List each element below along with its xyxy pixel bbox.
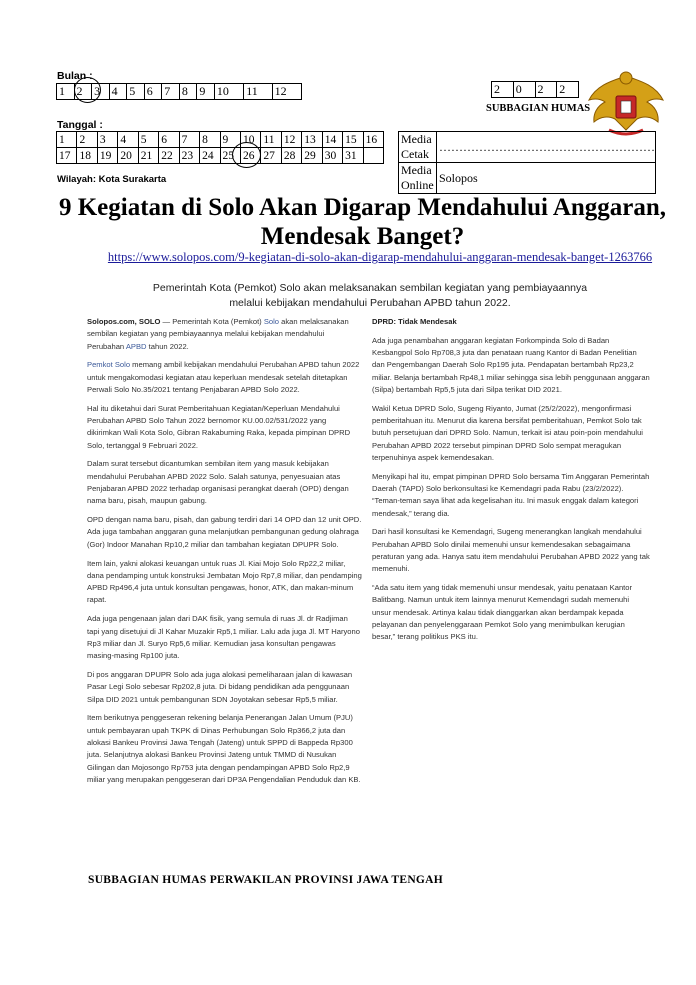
department-label: SUBBAGIAN HUMAS xyxy=(486,103,591,114)
link-solo[interactable]: Solo xyxy=(263,317,280,326)
left-paragraph-6: Item lain, yakni alokasi keuangan untuk ruas Jl. Kiai Mojo Solo Rp22,2 miliar, dana pendamping untuk konstruksi Jembatan Mojo Rp7,8 miliar, dan pendamping APBD Rp496,4 juta untuk konsultan pengawas, honor, ATK, dan makan-minum rapat. xyxy=(87,558,362,605)
year-digit-cell: 0 xyxy=(513,82,535,98)
date-cell: 16 xyxy=(363,132,383,148)
date-cell: 24 xyxy=(200,148,220,164)
right-paragraph-3: Menyikapi hal itu, empat pimpinan DPRD Solo bersama Tim Anggaran Pemerintah Daerah (TAPD) Solo berkonsultasi ke Kemendagri pada Rabu (23/2/2022). “Teman-teman saya lihat ada kegelisahan itu. Ini masuk enggak dalam kategori mendesak,” terang dia. xyxy=(372,471,650,518)
date-selection-circle xyxy=(232,142,261,168)
month-cell: 12 xyxy=(272,84,301,100)
text-fragment: tahun 2022. xyxy=(146,341,189,351)
right-paragraph-4: Dari hasil konsultasi ke Kemendagri, Sugeng menerangkan langkah mendahului Perubahan APBD Solo dinilai memenuhi unsur kemendesakan sebagaimana peraturan yang ada. Hanya satu item mendahului Perubahan APBD 2022 yang tak memenuhi. xyxy=(372,527,650,574)
subheading: DPRD: Tidak Mendesak xyxy=(372,317,457,326)
text-fragment: memang ambil kebijakan mendahului Perubahan APBD tahun 2022 untuk mengakomodasi kegiatan atau keperluan mendesak setelah ditetapkan Perwali Solo No.35/2021 tentang Penjabaran APBD Solo 2022. xyxy=(87,360,360,394)
month-cell: 4 xyxy=(109,84,127,100)
year-digit-cell: 2 xyxy=(557,82,579,98)
media-online-value: Solopos xyxy=(437,163,656,194)
source-label: Solopos.com, SOLO xyxy=(87,317,161,326)
left-paragraph-3: Hal itu diketahui dari Surat Pemberitahuan Kegiatan/Keperluan Mendahului Perubahan APBD Solo Tahun 2022 bernomor KU.00.02/531/2022 yang dikirimkan Wali Kota Solo, Gibran Rakabuming Raka, kepada pimpinan DPRD Solo, tertanggal 9 Februari 2022. xyxy=(87,403,351,450)
date-cell: 13 xyxy=(302,132,322,148)
article-title xyxy=(30,193,695,251)
date-cell: 30 xyxy=(322,148,342,164)
left-column xyxy=(87,316,362,793)
month-cell: 10 xyxy=(214,84,243,100)
date-cell: 17 xyxy=(57,148,77,164)
year-boxes xyxy=(491,81,579,98)
media-cetak-value: ……………………………………………… xyxy=(437,132,656,163)
date-cell: 29 xyxy=(302,148,322,164)
article-lead: Pemerintah Kota (Pemkot) Solo akan melaksanakan sembilan kegiatan yang pembiayaannya melalui kebijakan mendahului Perubahan APBD tahun 2022. xyxy=(152,282,588,309)
text-fragment: akan melaksanakan sembilan kegiatan yang pembiayaannya melalui kebijakan mendahului Perubahan xyxy=(87,317,349,351)
month-cell: 5 xyxy=(127,84,145,100)
date-cell: 19 xyxy=(97,148,117,164)
date-cell: 8 xyxy=(200,132,220,148)
tanggal-label: Tanggal : xyxy=(57,119,103,131)
month-cell: 8 xyxy=(179,84,197,100)
month-cell: 3 xyxy=(92,84,110,100)
left-paragraph-2 xyxy=(87,359,362,396)
month-cell: 1 xyxy=(57,84,75,100)
month-selection-circle xyxy=(74,77,101,103)
year-digit-cell: 2 xyxy=(535,82,557,98)
left-paragraph-5: OPD dengan nama baru, pisah, dan gabung terdiri dari 14 OPD dan 12 unit OPD. Ada juga tambahan anggaran guna melanjutkan pembangunan gedung olahraga (Gor) Indoor Manahan Rp10,2 miliar dan tambahan kegiatan DPUPR Solo. xyxy=(87,515,362,549)
link-pemkot-solo[interactable]: Pemkot Solo xyxy=(87,360,131,370)
right-paragraph-1: Ada juga penambahan anggaran kegiatan Forkompinda Solo di Badan Kesbangpol Solo Rp708,3 juta dan penataan ruang Kantor di Badan Penelitian dan Pengembangan Daerah Solo Rp195 juta. Pendapatan bertambah Rp23,2 miliar. Belanja bertambah Rp48,1 miliar sehingga sisa lebih penggunaan anggaran (Silpa) bertambah Rp5,5 juta dari Silpa terikat DID 2021. xyxy=(372,335,650,394)
title-line-1: 9 Kegiatan di Solo Akan Digarap Mendahului Anggaran, xyxy=(58,194,667,221)
date-cell: 14 xyxy=(322,132,342,148)
left-paragraph-8: Di pos anggaran DPUPR Solo ada juga alokasi pemeliharaan jalan di kawasan Pasar Legi Solo sebesar Rp202,8 juta. Di bidang pendidikan ada penggunaan Silpa DID 2021 untuk pembangunan SDN Joyotakan sebesar Rp5,5 miliar. xyxy=(87,669,353,704)
garuda-emblem-icon xyxy=(585,66,667,141)
date-cell: 21 xyxy=(138,148,158,164)
media-online-label: Media Online xyxy=(399,163,437,194)
link-apbd[interactable]: APBD xyxy=(125,341,147,351)
date-cell: 1 xyxy=(57,132,77,148)
left-paragraph-1 xyxy=(87,316,362,353)
wilayah-label: Wilayah: Kota Surakarta xyxy=(57,174,167,185)
month-cell: 6 xyxy=(144,84,162,100)
date-cell: 6 xyxy=(159,132,179,148)
title-line-2: Mendesak Banget? xyxy=(260,223,465,250)
date-cell: 31 xyxy=(343,148,363,164)
month-cell: 2 xyxy=(74,84,92,100)
date-cell: 12 xyxy=(281,132,301,148)
date-cell: 2 xyxy=(77,132,97,148)
bulan-label: Bulan : xyxy=(57,70,93,82)
date-cell: 28 xyxy=(281,148,301,164)
right-column xyxy=(372,316,650,650)
month-cell: 7 xyxy=(162,84,180,100)
month-cell: 9 xyxy=(197,84,215,100)
date-cell: 5 xyxy=(138,132,158,148)
date-cell: 4 xyxy=(118,132,138,148)
date-cell: 22 xyxy=(159,148,179,164)
right-paragraph-2: Wakil Ketua DPRD Solo, Sugeng Riyanto, Jumat (25/2/2022), mengonfirmasi pemberitahuan itu. Menurut dia karena bersifat pemberitahuan, Pemkot Solo tak butuh persetujuan dari DPRD Solo. Namun, terkait isi atau poin-poin mendahului Perubahan APBD 2022 tersebut pimpinan DPRD Solo sempat meragukan terpenuhinya aspek kemendesakan. xyxy=(372,403,643,462)
date-cell: 11 xyxy=(261,132,281,148)
date-cell: 15 xyxy=(343,132,363,148)
year-digit-cell: 2 xyxy=(492,82,514,98)
date-cell: 7 xyxy=(179,132,199,148)
media-table xyxy=(398,131,656,194)
date-cell: 9 xyxy=(220,132,240,148)
left-paragraph-4: Dalam surat tersebut dicantumkan sembilan item yang masuk kebijakan mendahului Perubahan APBD 2022 Solo. Salah satunya, penyesuaian atas Penjabaran APBD 2022 terhadap organisasi perangkat daerah (OPD) dengan nama baru, pisah, maupun gabung. xyxy=(87,459,349,506)
date-cell: 25 xyxy=(220,148,240,164)
right-paragraph-5: “Ada satu item yang tidak memenuhi unsur mendesak, yaitu penataan Kantor Balitbang. Namun untuk item lainnya menurut Kemendagri sudah memenuhi unsur mendesak. Artinya kalau tidak dianggarkan akan berdampak kepada pelayanan dan penyelenggaraan Pemkot Solo yang menimbulkan kerugian besar,” terang politikus PKS itu. xyxy=(372,583,633,642)
media-cetak-label: Media Cetak xyxy=(399,132,437,163)
date-cell: 10 xyxy=(240,132,260,148)
date-cell: 18 xyxy=(77,148,97,164)
date-cell xyxy=(363,148,383,164)
date-grid xyxy=(56,131,384,164)
date-cell: 23 xyxy=(179,148,199,164)
date-cell: 20 xyxy=(118,148,138,164)
month-cell: 11 xyxy=(244,84,272,100)
date-cell: 27 xyxy=(261,148,281,164)
left-paragraph-9: Item berikutnya penggeseran rekening belanja Penerangan Jalan Umum (PJU) untuk pembayaran upah TKPK di Dinas Perhubungan Solo Rp366,2 juta dan alokasi Bankeu Provinsi Jawa Tengah (Jateng) untuk SPPD di Bappeda Rp300 juta. Selanjutnya alokasi Bankeu Provinsi Jateng untuk TMMD di Nusukan Gilingan dan Mojosongo Rp753 juta dengan pendampingan APBD Solo Rp2,9 miliar yang merupakan penggeseran dari DP3A Pengendalian Penduduk dan KB. xyxy=(87,713,361,784)
left-paragraph-7: Ada juga pengenaan jalan dari DAK fisik, yang semula di ruas Jl. dr Radjiman tapi yang disetujui di Jl Kahar Muzakir Rp5,1 miliar. Lalu ada juga Jl. MT Haryono Rp3 miliar dan Jl. Suryo Rp5,6 miliar. Kemudian jasa konsultan pengawas masing-masing Rp100 juta. xyxy=(87,614,360,661)
text-fragment: — Pemerintah Kota (Pemkot) xyxy=(160,317,264,326)
date-cell: 3 xyxy=(97,132,117,148)
date-cell: 26 xyxy=(240,148,260,164)
article-url-link[interactable]: https://www.solopos.com/9-kegiatan-di-solo-akan-digarap-mendahului-anggaran-mendesak-banget-1263766 xyxy=(107,250,653,264)
footer-label: SUBBAGIAN HUMAS PERWAKILAN PROVINSI JAWA TENGAH xyxy=(88,874,444,886)
